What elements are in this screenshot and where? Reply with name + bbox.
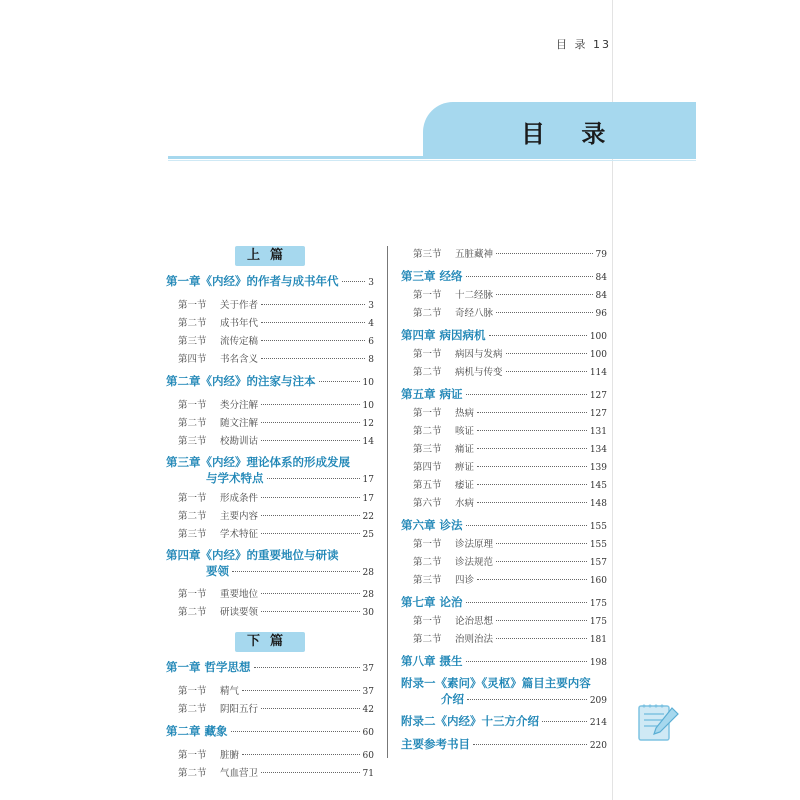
page-number: 134	[589, 445, 607, 455]
toc-section[interactable]	[401, 441, 607, 459]
page-number: 30	[362, 608, 374, 618]
leader-dots	[496, 312, 593, 313]
section-title: 形成条件	[220, 493, 259, 504]
toc-section[interactable]	[166, 604, 374, 622]
section-title: 病因与发病	[455, 349, 503, 360]
leader-dots	[477, 579, 587, 580]
chapter-title-line1: 第三章《内经》理论体系的形成发展	[166, 455, 350, 469]
toc-section[interactable]	[401, 477, 607, 495]
section-title: 类分注解	[220, 400, 259, 411]
toc-references[interactable]	[401, 735, 607, 755]
toc-section[interactable]	[166, 397, 374, 415]
chapter-title: 第二章《内经》的注家与注本	[166, 374, 316, 388]
leader-dots	[496, 253, 593, 254]
title-rule-thin	[168, 160, 696, 161]
toc-section[interactable]	[401, 459, 607, 477]
chapter-title-line2: 要领	[206, 564, 229, 578]
toc-chapter[interactable]	[166, 372, 374, 392]
page-number: 12	[362, 419, 374, 429]
page-number: 114	[589, 368, 607, 378]
section-number: 第二节	[413, 367, 442, 378]
toc-chapter[interactable]	[401, 516, 607, 536]
section-title: 病机与传变	[455, 367, 503, 378]
toc-section[interactable]	[401, 346, 607, 364]
section-number: 第二节	[413, 557, 442, 568]
leader-dots	[466, 394, 587, 395]
leader-dots	[477, 466, 587, 467]
page-number: 148	[589, 499, 607, 509]
page-number: 155	[589, 522, 607, 532]
page-number: 214	[589, 718, 607, 728]
section-number: 第三节	[413, 249, 442, 260]
page-number: 157	[589, 558, 607, 568]
leader-dots	[466, 661, 587, 662]
section-title: 书名含义	[220, 354, 259, 365]
section-title: 学术特征	[220, 529, 259, 540]
section-number: 第一节	[178, 300, 207, 311]
page-number: 155	[589, 540, 607, 550]
toc-section[interactable]	[166, 683, 374, 701]
toc-section[interactable]	[401, 631, 607, 649]
section-number: 第三节	[178, 529, 207, 540]
page-number: 17	[362, 475, 374, 485]
toc-right-column	[401, 246, 607, 755]
page-title: 目 录	[521, 120, 620, 148]
section-number: 第四节	[413, 462, 442, 473]
section-title: 水病	[455, 498, 475, 509]
toc-section[interactable]	[401, 613, 607, 631]
toc-chapter[interactable]	[166, 722, 374, 742]
leader-dots	[267, 478, 360, 479]
chapter-title: 第五章 病证	[401, 387, 463, 401]
leader-dots	[261, 533, 360, 534]
leader-dots	[254, 667, 360, 668]
section-number: 第四节	[178, 354, 207, 365]
section-number: 第三节	[178, 336, 207, 347]
page-number: 22	[362, 512, 374, 522]
toc-section[interactable]	[401, 536, 607, 554]
appendix-title-line2: 介绍	[441, 692, 464, 706]
leader-dots	[496, 561, 587, 562]
section-number: 第一节	[413, 349, 442, 360]
page-number: 3	[368, 301, 374, 311]
toc-section[interactable]	[166, 765, 374, 783]
leader-dots	[496, 543, 587, 544]
part-label: 下篇	[235, 632, 305, 652]
section-number: 第一节	[178, 686, 207, 697]
section-title: 随文注解	[220, 418, 259, 429]
leader-dots	[506, 353, 587, 354]
section-title: 诊法原理	[455, 539, 494, 550]
leader-dots	[496, 620, 587, 621]
page-number: 60	[362, 728, 374, 738]
toc-chapter[interactable]	[401, 385, 607, 405]
toc-chapter[interactable]	[166, 658, 374, 678]
chapter-title-line2: 与学术特点	[206, 471, 264, 485]
section-title: 诊法规范	[455, 557, 494, 568]
section-title: 论治思想	[455, 616, 494, 627]
page-number: 100	[589, 332, 607, 342]
leader-dots	[261, 772, 360, 773]
section-number: 第一节	[178, 493, 207, 504]
page-number: 131	[589, 427, 607, 437]
section-number: 第二节	[178, 768, 207, 779]
page-number: 198	[589, 658, 607, 668]
toc-chapter[interactable]	[401, 267, 607, 287]
toc-section[interactable]	[166, 586, 374, 604]
section-number: 第二节	[178, 607, 207, 618]
toc-chapter[interactable]	[401, 326, 607, 346]
page-number: 127	[589, 391, 607, 401]
page-number: 175	[589, 617, 607, 627]
section-title: 治则治法	[455, 634, 494, 645]
leader-dots	[467, 699, 587, 700]
leader-dots	[466, 525, 587, 526]
toc-appendix[interactable]	[401, 712, 607, 732]
leader-dots	[261, 358, 365, 359]
toc-section[interactable]	[401, 405, 607, 423]
leader-dots	[477, 484, 587, 485]
section-number: 第三节	[413, 575, 442, 586]
toc-chapter[interactable]	[401, 652, 607, 672]
section-number: 第一节	[178, 589, 207, 600]
section-title: 关于作者	[220, 300, 259, 311]
page-number: 3	[368, 278, 374, 288]
chapter-title: 第四章 病因病机	[401, 328, 486, 342]
toc-section[interactable]	[401, 287, 607, 305]
part-heading	[166, 246, 374, 266]
page-number: 25	[362, 530, 374, 540]
section-number: 第二节	[413, 634, 442, 645]
leader-dots	[261, 497, 360, 498]
section-number: 第二节	[413, 426, 442, 437]
page-number: 220	[589, 741, 607, 751]
page-number: 79	[595, 250, 607, 260]
leader-dots	[496, 638, 587, 639]
toc-section[interactable]	[166, 490, 374, 508]
part-label: 上篇	[235, 246, 305, 266]
page-number: 181	[589, 635, 607, 645]
toc-section[interactable]	[401, 423, 607, 441]
section-number: 第二节	[178, 318, 207, 329]
leader-dots	[261, 611, 360, 612]
section-number: 第一节	[413, 408, 442, 419]
toc-section[interactable]	[166, 415, 374, 433]
leader-dots	[261, 340, 365, 341]
leader-dots	[506, 371, 587, 372]
section-title: 精气	[220, 686, 240, 697]
page-number: 8	[368, 355, 374, 365]
leader-dots	[496, 294, 593, 295]
section-title: 脏腑	[220, 750, 240, 761]
section-title: 痿证	[455, 480, 475, 491]
section-title: 痹证	[455, 462, 475, 473]
section-title: 热病	[455, 408, 475, 419]
chapter-title: 第六章 诊法	[401, 518, 463, 532]
toc-section[interactable]	[401, 305, 607, 323]
toc-section[interactable]	[166, 351, 374, 369]
leader-dots	[477, 412, 587, 413]
section-title: 研读要领	[220, 607, 259, 618]
section-title: 五脏藏神	[455, 249, 494, 260]
toc-left-column	[166, 246, 374, 783]
section-number: 第一节	[178, 750, 207, 761]
section-title: 咳证	[455, 426, 475, 437]
appendix-title: 附录二《内经》十三方介绍	[401, 714, 539, 728]
section-title: 流传定稿	[220, 336, 259, 347]
page-number: 17	[362, 494, 374, 504]
chapter-title: 第二章 藏象	[166, 724, 228, 738]
toc-section[interactable]	[166, 333, 374, 351]
toc-chapter-cont[interactable]	[166, 563, 374, 581]
page-number: 10	[362, 378, 374, 388]
column-divider	[387, 246, 388, 758]
toc-section[interactable]	[166, 701, 374, 719]
leader-dots	[477, 448, 587, 449]
page-number: 28	[362, 590, 374, 600]
toc-section[interactable]	[401, 495, 607, 513]
page-number: 84	[595, 273, 607, 283]
section-number: 第一节	[413, 616, 442, 627]
page-number: 175	[589, 599, 607, 609]
section-number: 第二节	[178, 418, 207, 429]
toc-section[interactable]	[166, 297, 374, 315]
leader-dots	[261, 593, 360, 594]
section-title: 十二经脉	[455, 290, 494, 301]
toc-chapter[interactable]	[166, 272, 374, 292]
page-number: 37	[362, 664, 374, 674]
leader-dots	[477, 502, 587, 503]
appendix-title-line1: 附录一《素问》《灵枢》篇目主要内容	[401, 676, 591, 690]
page-number: 145	[589, 481, 607, 491]
section-number: 第三节	[178, 436, 207, 447]
section-title: 痛证	[455, 444, 475, 455]
chapter-title: 第八章 摄生	[401, 654, 463, 668]
page-number: 100	[589, 350, 607, 360]
toc-section[interactable]	[401, 364, 607, 382]
section-title: 奇经八脉	[455, 308, 494, 319]
leader-dots	[261, 422, 360, 423]
section-title: 气血营卫	[220, 768, 259, 779]
toc-section[interactable]	[166, 315, 374, 333]
chapter-title: 第一章《内经》的作者与成书年代	[166, 274, 339, 288]
toc-appendix[interactable]	[401, 675, 607, 691]
page-number: 42	[362, 705, 374, 715]
page-number: 10	[362, 401, 374, 411]
leader-dots	[466, 602, 587, 603]
page-number: 84	[595, 291, 607, 301]
section-title: 成书年代	[220, 318, 259, 329]
toc-chapter[interactable]	[166, 547, 374, 563]
page-number: 28	[362, 568, 374, 578]
toc-section[interactable]	[166, 526, 374, 544]
leader-dots	[261, 322, 365, 323]
chapter-title-line1: 第四章《内经》的重要地位与研读	[166, 548, 339, 562]
leader-dots	[261, 304, 365, 305]
section-number: 第二节	[178, 704, 207, 715]
toc-chapter[interactable]	[401, 593, 607, 613]
page-number: 160	[589, 576, 607, 586]
page-number: 71	[362, 769, 374, 779]
references-title: 主要参考书目	[401, 737, 470, 751]
running-header: 目 录 13	[556, 38, 611, 51]
section-title: 主要内容	[220, 511, 259, 522]
leader-dots	[242, 754, 360, 755]
section-number: 第二节	[413, 308, 442, 319]
leader-dots	[261, 708, 360, 709]
leader-dots	[542, 721, 587, 722]
leader-dots	[231, 731, 360, 732]
toc-section[interactable]	[166, 433, 374, 451]
page-number: 6	[368, 337, 374, 347]
title-tab	[423, 102, 696, 156]
leader-dots	[261, 515, 360, 516]
chapter-title: 第一章 哲学思想	[166, 660, 251, 674]
toc-section[interactable]	[166, 508, 374, 526]
page-number: 139	[589, 463, 607, 473]
section-title: 四诊	[455, 575, 475, 586]
leader-dots	[466, 276, 593, 277]
section-title: 重要地位	[220, 589, 259, 600]
page-number: 209	[589, 696, 607, 706]
section-number: 第一节	[413, 290, 442, 301]
notepad-pencil-icon	[636, 700, 680, 744]
leader-dots	[489, 335, 587, 336]
toc-appendix-cont[interactable]	[401, 691, 607, 709]
leader-dots	[473, 744, 587, 745]
section-number: 第一节	[178, 400, 207, 411]
toc-section[interactable]	[166, 747, 374, 765]
toc-chapter-cont[interactable]	[166, 470, 374, 488]
section-number: 第二节	[178, 511, 207, 522]
leader-dots	[242, 690, 360, 691]
section-number: 第五节	[413, 480, 442, 491]
section-title: 阴阳五行	[220, 704, 259, 715]
toc-section[interactable]	[401, 246, 607, 264]
chapter-title: 第三章 经络	[401, 269, 463, 283]
page-number: 60	[362, 751, 374, 761]
toc-section[interactable]	[401, 554, 607, 572]
section-number: 第一节	[413, 539, 442, 550]
page-number: 127	[589, 409, 607, 419]
title-rule	[168, 156, 696, 159]
page-number: 96	[595, 309, 607, 319]
chapter-title: 第七章 论治	[401, 595, 463, 609]
section-number: 第六节	[413, 498, 442, 509]
part-heading	[166, 632, 374, 652]
leader-dots	[261, 440, 360, 441]
page-number: 14	[362, 437, 374, 447]
section-number: 第三节	[413, 444, 442, 455]
leader-dots	[342, 281, 366, 282]
leader-dots	[261, 404, 360, 405]
leader-dots	[319, 381, 360, 382]
page-number: 37	[362, 687, 374, 697]
leader-dots	[232, 571, 360, 572]
section-title: 校勘训诂	[220, 436, 259, 447]
page-number: 4	[368, 319, 374, 329]
toc-chapter[interactable]	[166, 454, 374, 470]
toc-section[interactable]	[401, 572, 607, 590]
leader-dots	[477, 430, 587, 431]
